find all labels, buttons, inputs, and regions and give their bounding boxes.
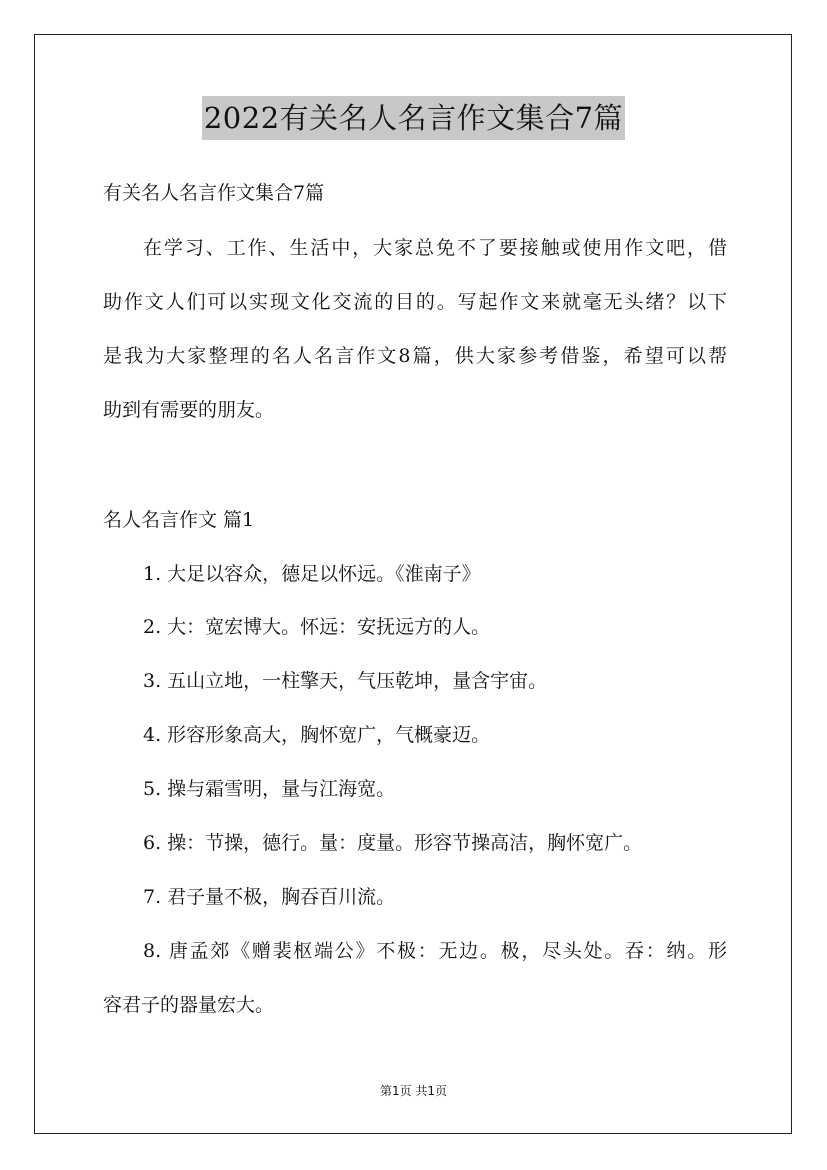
list-item: 4. 形容形象高大，胸怀宽广，气概豪迈。 [143,724,491,746]
list-item: 6. 操：节操，德行。量：度量。形容节操高洁，胸怀宽广。 [143,832,643,854]
list-item-continuation: 容君子的器量宏大。 [103,994,275,1016]
document-title: 2022有关名人名言作文集合7篇 [202,96,625,140]
intro-line-3: 是我为大家整理的名人名言作文8篇，供大家参考借鉴，希望可以帮 [103,345,727,367]
document-subtitle: 有关名人名言作文集合7篇 [103,182,325,204]
intro-line-2: 助作文人们可以实现文化交流的目的。写起作文来就毫无头绪？以下 [103,291,727,313]
section-heading: 名人名言作文 篇1 [103,509,255,531]
page-number: 第1页 共1页 [379,1084,448,1098]
list-item: 3. 五山立地，一柱擎天，气压乾坤，量含宇宙。 [143,670,548,692]
list-item: 2. 大：宽宏博大。怀远：安抚远方的人。 [143,616,491,638]
list-item: 8. 唐孟郊《赠裴枢端公》不极：无边。极，尽头处。吞：纳。形 [143,940,727,962]
intro-line-4: 助到有需要的朋友。 [103,399,275,421]
intro-line-1: 在学习、工作、生活中，大家总免不了要接触或使用作文吧，借 [143,237,727,259]
list-item: 5. 操与霜雪明，量与江海宽。 [143,778,396,800]
list-item: 7. 君子量不极，胸吞百川流。 [143,886,396,908]
list-item: 1. 大足以容众，德足以怀远。《淮南子》 [143,563,481,585]
title-container [0,96,827,140]
